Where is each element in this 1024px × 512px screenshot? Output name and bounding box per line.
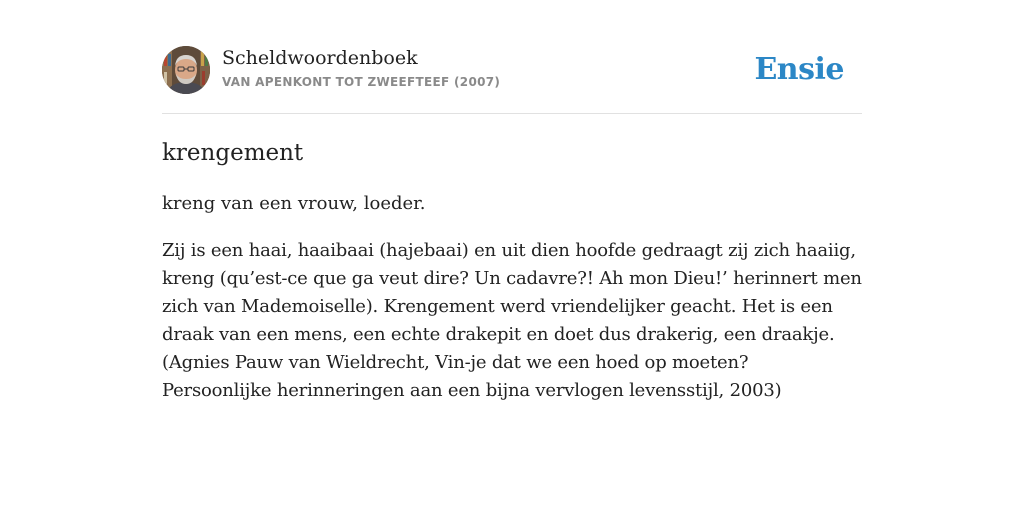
entry-term: krengement [162, 140, 304, 166]
source-title[interactable]: Scheldwoordenboek [222, 47, 418, 69]
header-divider [162, 113, 862, 114]
author-portrait-icon [162, 46, 210, 94]
entry-card [162, 46, 862, 401]
source-subtitle: VAN APENKONT TOT ZWEEFTEEF (2007) [222, 75, 501, 89]
author-avatar[interactable] [162, 46, 210, 94]
entry-definition: kreng van een vrouw, loeder. [162, 193, 426, 214]
ensie-logo[interactable]: Ensie [754, 52, 844, 87]
entry-quote: Zij is een haai, haaibaai (hajebaai) en uit dien hoofde gedraagt zij zich haaiig, kreng (qu’est-ce que ga veut dire? Un cadavre?! Ah mon Dieu!’ herinnert men zich van Mademoiselle). Krengement werd vriendelijker geacht. Het is een draak van een mens, een echte drakepit en doet dus drakerig, een draakje. (Agnies Pauw van Wieldrecht, Vin-je dat we een hoed op moeten? Persoonlijke herinneringen aan een bijna vervlogen levensstijl, 2003) [162, 240, 862, 401]
entry-header [162, 46, 862, 96]
